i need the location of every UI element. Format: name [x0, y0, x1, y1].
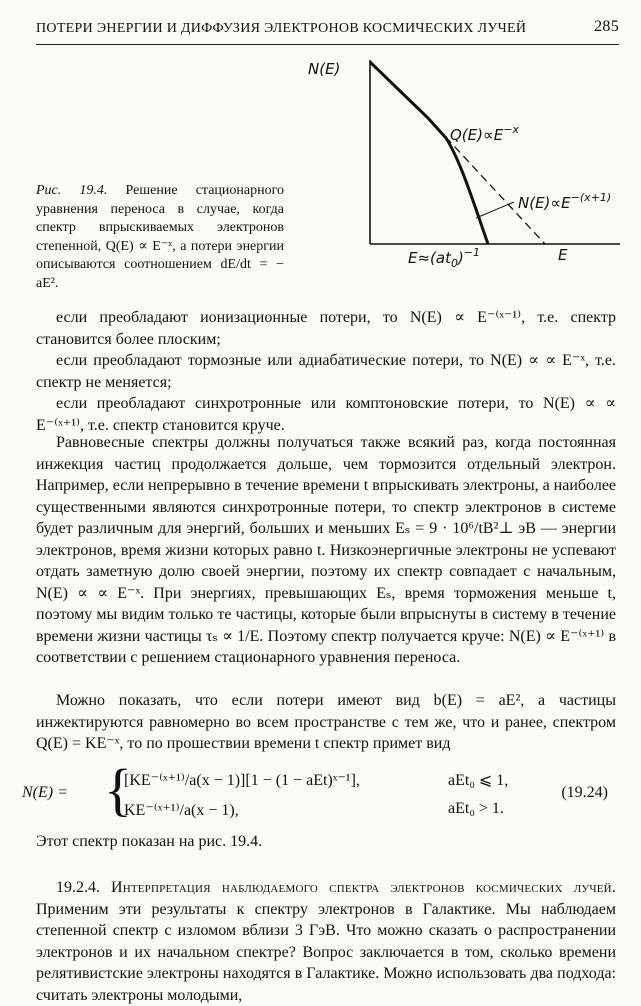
figure-19-4 — [300, 48, 630, 278]
loss-cases-list — [36, 307, 616, 436]
section-19-2-4 — [36, 877, 616, 1006]
equation-row-2: KE⁻⁽ˣ⁺¹⁾/a(x − 1), — [124, 802, 239, 819]
x-axis-label: E — [558, 246, 568, 264]
page-number: 285 — [594, 18, 619, 35]
caption-lead: Рис. 19.4. — [36, 183, 108, 198]
section-paragraph — [36, 877, 616, 1006]
n-curve-label: $N(E)\propto E^{-(x+1)}$ — [518, 191, 612, 212]
section-heading: Интерпретация наблюдаемого спектра электронов космических лучей. — [110, 879, 616, 896]
running-title: ПОТЕРИ ЭНЕРГИИ И ДИФФУЗИЯ ЭЛЕКТРОНОВ КОСМИЧЕСКИХ ЛУЧЕЙ — [36, 21, 527, 36]
running-header — [36, 18, 619, 45]
equation-number: (19.24) — [561, 784, 608, 801]
after-equation-text: Этот спектр показан на рис. 19.4. — [36, 833, 263, 850]
y-axis-label: N(E) — [308, 60, 341, 78]
spectrum-plot — [300, 48, 630, 278]
section-text: Применим эти результаты к спектру электронов в Галактике. Мы наблюдаем степенной спектр с изломом вблизи 3 ГэВ. Что можно сказать о распространении электронов и их начальном спектре? Вопрос заключается в том, сколько времени релятивистские электроны находятся в Галактике. Можно использовать два подхода: считать электроны молодыми, — [36, 900, 616, 1004]
solution-curve — [370, 62, 488, 244]
equation-lhs: N(E) = — [22, 784, 68, 801]
paragraph-equilibrium: Равновесные спектры должны получаться также всякий раз, когда постоянная инжекция частиц продолжается дольше, чем тормозится отдельный электрон. Например, если непрерывно в течение времени t впрыскивать электроны, а наиболее существенными являются синхротронные потери, то спектр электронов в системе будет различным для энергий, больших и меньших Eₛ = 9 · 10⁶/tB²⊥ эВ — энергии электронов, время жизни которых равно t. Низкоэнергичные электроны не успевают отдать заметную долю своей энергии, поэтому их спектр совпадает с начальным, N(E) ∝ ∝ E⁻ˣ. При энергиях, превышающих Eₛ, время торможения меньше t, поэтому мы видим только те частицы, которые были впрыснуты в систему в течение времени жизни частицы τₛ ∝ 1/E. Поэтому спектр получается круче: N(E) ∝ E⁻⁽ˣ⁺¹⁾ в соответствии с решением стационарного уравнения переноса. — [36, 434, 617, 666]
case-synchrotron: если преобладают синхротронные или комптоновские потери, то N(E) ∝ ∝ E⁻⁽ˣ⁺¹⁾, т.е. спектр становится круче. — [36, 395, 616, 434]
equation-condition-1: aEt₀ ⩽ 1, — [448, 772, 509, 789]
body-paragraph-show — [36, 690, 616, 755]
equation-brace: { — [104, 757, 132, 822]
caption-text: Решение стационарного уравнения переноса в случае, когда спектр впрыскиваемых электронов степенной, Q(E) ∝ E⁻ˣ, а потери энергии описываются соотношением dE/dt = − aE². — [36, 183, 284, 291]
section-number: 19.2.4. — [56, 879, 100, 896]
body-paragraph-equilibrium — [36, 432, 616, 669]
q-curve-label: $Q(E)\propto E^{-x}$ — [450, 123, 519, 144]
equation-row-1: [KE⁻⁽ˣ⁺¹⁾/a(x − 1)][1 − (1 − aEt)ˣ⁻¹], — [124, 772, 360, 789]
leader-line — [476, 202, 514, 218]
figure-caption — [36, 182, 284, 293]
break-energy-label: $E\approx(at_0)^{-1}$ — [408, 246, 481, 270]
case-bremsstrahlung: если преобладают тормозные или адиабатические потери, то N(E) ∝ ∝ E⁻ˣ, т.е. спектр не меняется; — [36, 352, 616, 391]
case-ionization: если преобладают ионизационные потери, то N(E) ∝ E⁻⁽ˣ⁻¹⁾, т.е. спектр становится более плоским; — [36, 309, 616, 348]
paragraph-show: Можно показать, что если потери имеют вид b(E) = aE², а частицы инжектируются равномерно во всем пространстве с тем же, что и ранее, спектром Q(E) = KE⁻ˣ, то по прошествии времени t спектр примет вид — [36, 692, 616, 752]
equation-19-24 — [20, 757, 620, 828]
equation-condition-2: aEt₀ > 1. — [448, 800, 504, 817]
